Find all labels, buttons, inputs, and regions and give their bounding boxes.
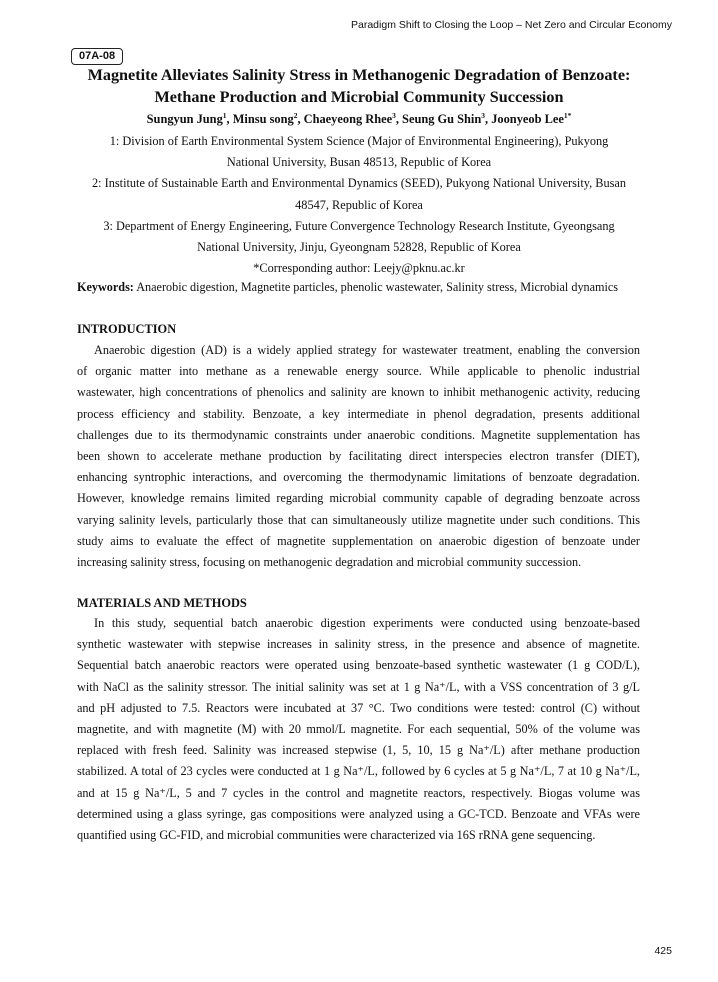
author-list bbox=[70, 108, 648, 127]
methods-heading: MATERIALS AND METHODS bbox=[77, 596, 247, 610]
author-name: Seung Gu Shin bbox=[402, 112, 482, 127]
text-line: In this study, sequential batch anaerobic digestion experiments were conducted using benzoate-based bbox=[94, 616, 640, 630]
author-separator: , bbox=[226, 112, 233, 127]
text-line: and pH adjusted to 7.5. Reactors were incubated at 37 °C. Two conditions were tested: control (C) without bbox=[77, 700, 640, 715]
keywords-label: Keywords: bbox=[77, 280, 134, 294]
author-separator: , bbox=[297, 112, 304, 127]
author-affiliation-mark: 3 bbox=[392, 111, 396, 120]
author-affiliation-mark: 2 bbox=[293, 111, 298, 120]
text-line: and at 15 g Na⁺/L, 5 and 7 cycles in the control and magnetite reactors, respectively. Biogas volume was bbox=[77, 785, 640, 800]
affiliation-line: 48547, Republic of Korea bbox=[295, 197, 423, 212]
author-name: Sungyun Jung bbox=[146, 112, 223, 127]
introduction-heading: INTRODUCTION bbox=[77, 322, 177, 336]
text-line: been shown to accelerate methane production by facilitating direct interspecies electron transfer (DIET), bbox=[77, 448, 640, 463]
affiliation-line: National University, Busan 48513, Republic of Korea bbox=[226, 155, 492, 170]
author-affiliation-mark: 1* bbox=[563, 111, 572, 120]
text-line: with NaCl as the salinity stressor. The initial salinity was set at 1 g Na⁺/L, with a VSS concentration of 3 g/L bbox=[77, 679, 640, 694]
text-line: of organic matter into methane as a renewable energy source. While applicable to phenolic industrial bbox=[77, 364, 640, 379]
text-line: quantified using GC-FID, and microbial communities were characterized via 16S rRNA gene sequencing. bbox=[77, 827, 596, 842]
text-line: challenges due to its thermodynamic constraints under anaerobic conditions. Magnetite supplementation has bbox=[77, 427, 640, 442]
text-line: stabilized. A total of 23 cycles were conducted at 1 g Na⁺/L, followed by 6 cycles at 5 g Na⁺/L, 7 at 10 g Na⁺/L, bbox=[77, 764, 640, 779]
corresponding-author: *Corresponding author: Leejy@pknu.ac.kr bbox=[253, 261, 465, 276]
text-line: increasing salinity stress, focusing on methanogenic degradation and microbial community succession. bbox=[77, 554, 582, 569]
text-line: Sequential batch anaerobic reactors were operated using benzoate-based synthetic wastewater (1 g COD/L), bbox=[77, 658, 640, 673]
text-line: determined using a glass syringe, gas compositions were analyzed using a GC-TCD. Benzoate and VFAs were bbox=[77, 806, 640, 821]
text-line: enhancing syntrophic interactions, and overcoming the thermodynamic limitations of benzoate degradation. bbox=[77, 470, 640, 485]
page-number: 425 bbox=[654, 945, 672, 957]
introduction-paragraph bbox=[77, 340, 640, 573]
text-line: Anaerobic digestion (AD) is a widely applied strategy for wastewater treatment, enabling the conversion bbox=[94, 343, 640, 357]
keywords-text: Anaerobic digestion, Magnetite particles, phenolic wastewater, Salinity stress, Microbial dynamics bbox=[133, 280, 619, 294]
keywords bbox=[77, 278, 667, 296]
text-line: However, knowledge remains limited regarding microbial community capable of degrading benzoate across bbox=[77, 491, 640, 506]
affiliation-line: 1: Division of Earth Environmental System Science (Major of Environmental Engineering), Pukyong bbox=[109, 134, 609, 148]
methods-paragraph bbox=[77, 613, 640, 846]
affiliation-line: 2: Institute of Sustainable Earth and Environmental Dynamics (SEED), Pukyong National University, Busan bbox=[91, 176, 627, 191]
affiliation-line: National University, Jinju, Gyeongnam 52828, Republic of Korea bbox=[197, 240, 521, 255]
author-name: Chaeyeong Rhee bbox=[303, 112, 393, 127]
text-line: magnetite, and with magnetite (M) with 20 mmol/L magnetite. For each sequential, 50% of the volume was bbox=[77, 721, 640, 736]
author-name: Minsu song bbox=[232, 112, 294, 127]
title-line: Magnetite Alleviates Salinity Stress in Methanogenic Degradation of Benzoate: bbox=[87, 66, 631, 84]
text-line: replaced with fresh feed. Salinity was increased stepwise (1, 5, 10, 15 g Na⁺/L) after methane production bbox=[77, 743, 640, 758]
text-line: varying salinity levels, particularly those that can simultaneously utilize magnetite under such conditions. This bbox=[77, 512, 640, 527]
author-affiliation-mark: 3 bbox=[481, 111, 486, 120]
running-header: Paradigm Shift to Closing the Loop – Net Zero and Circular Economy bbox=[351, 19, 672, 31]
text-line: process efficiency and stability. Benzoate, a key intermediate in phenol degradation, presents additional bbox=[77, 406, 640, 421]
text-line: synthetic wastewater with stepwise increases in salinity stress, in the presence and absence of magnetite. bbox=[77, 637, 640, 652]
author-separator: , bbox=[485, 112, 492, 127]
text-line: study aims to evaluate the effect of magnetite supplementation on anaerobic digestion of benzoate under bbox=[77, 533, 640, 548]
paper-title bbox=[70, 64, 648, 108]
affiliations bbox=[70, 131, 648, 279]
author-name: Joonyeob Lee bbox=[491, 112, 564, 127]
title-line: Methane Production and Microbial Community Succession bbox=[154, 88, 564, 106]
author-separator: , bbox=[395, 112, 403, 127]
affiliation-line: 3: Department of Energy Engineering, Future Convergence Technology Research Institute, Gyeongsang bbox=[103, 218, 615, 233]
paper-code-badge: 07A-08 bbox=[71, 48, 123, 65]
author-affiliation-mark: 1 bbox=[222, 111, 227, 120]
text-line: wastewater, high concentrations of phenolics and salinity are known to inhibit methanogenic activity, reducing bbox=[77, 385, 640, 400]
